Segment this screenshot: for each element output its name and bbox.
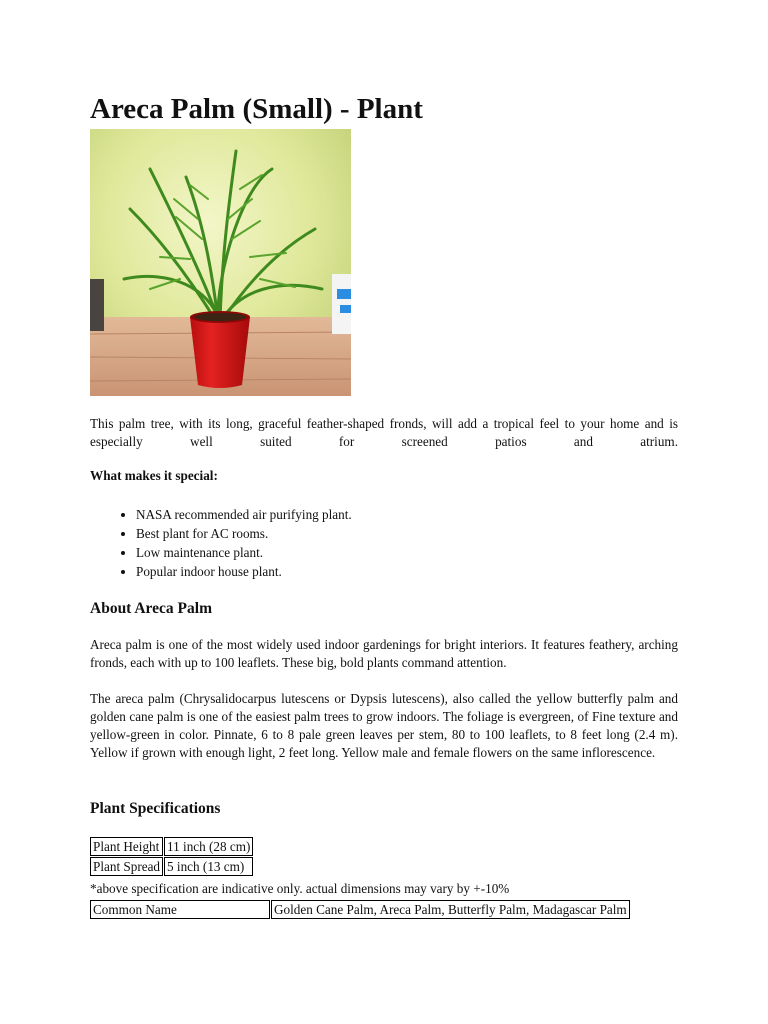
list-item: • Best plant for AC rooms.	[136, 524, 352, 543]
spec-value: 11 inch (28 cm)	[164, 837, 253, 856]
list-item: • NASA recommended air purifying plant.	[136, 505, 352, 524]
spec-note: *above specification are indicative only. actual dimensions may vary by +-10%	[90, 881, 510, 896]
spec-label: Plant Spread	[90, 857, 163, 876]
about-heading: About Areca Palm	[90, 600, 212, 617]
intro-paragraph: This palm tree, with its long, graceful feather-shaped fronds, will add a tropical feel to your home and is especially well suited for screened patios and atrium.	[90, 416, 678, 449]
about-paragraph-2: The areca palm (Chrysalidocarpus lutescens or Dypsis lutescens), also called the yellow butterfly palm and golden cane palm is one of the easiest palm trees to grow indoors. The foliage is evergreen, of Fine texture and yellow-green in color. Pinnate, 6 to 8 pale green leaves per stem, 80 to 100 leaflets, to 8 feet long (2.4 m). Yellow if grown with enough light, 2 feet long. Yellow male and female flowers on the same inflorescence.	[90, 691, 678, 760]
special-heading: What makes it special:	[90, 468, 218, 483]
spec-label: Plant Height	[90, 837, 163, 856]
about-paragraph-1: Areca palm is one of the most widely used indoor gardenings for bright interiors. It features feathery, arching fronds, each with up to 100 leaflets. These big, bold plants command attention.	[90, 637, 678, 670]
plant-photo	[90, 129, 351, 396]
common-name-label: Common Name	[90, 900, 270, 919]
table-row	[90, 857, 253, 876]
spec-value: 5 inch (13 cm)	[164, 857, 253, 876]
table-row	[90, 837, 253, 856]
page-title: Areca Palm (Small) - Plant	[90, 93, 423, 125]
list-item: • Popular indoor house plant.	[136, 562, 352, 581]
features-list	[90, 505, 352, 581]
specifications-heading: Plant Specifications	[90, 800, 221, 817]
common-name-table	[89, 899, 631, 920]
common-name-value: Golden Cane Palm, Areca Palm, Butterfly Palm, Madagascar Palm	[271, 900, 630, 919]
table-row	[90, 900, 630, 919]
list-item: • Low maintenance plant.	[136, 543, 352, 562]
size-spec-table	[89, 836, 254, 877]
